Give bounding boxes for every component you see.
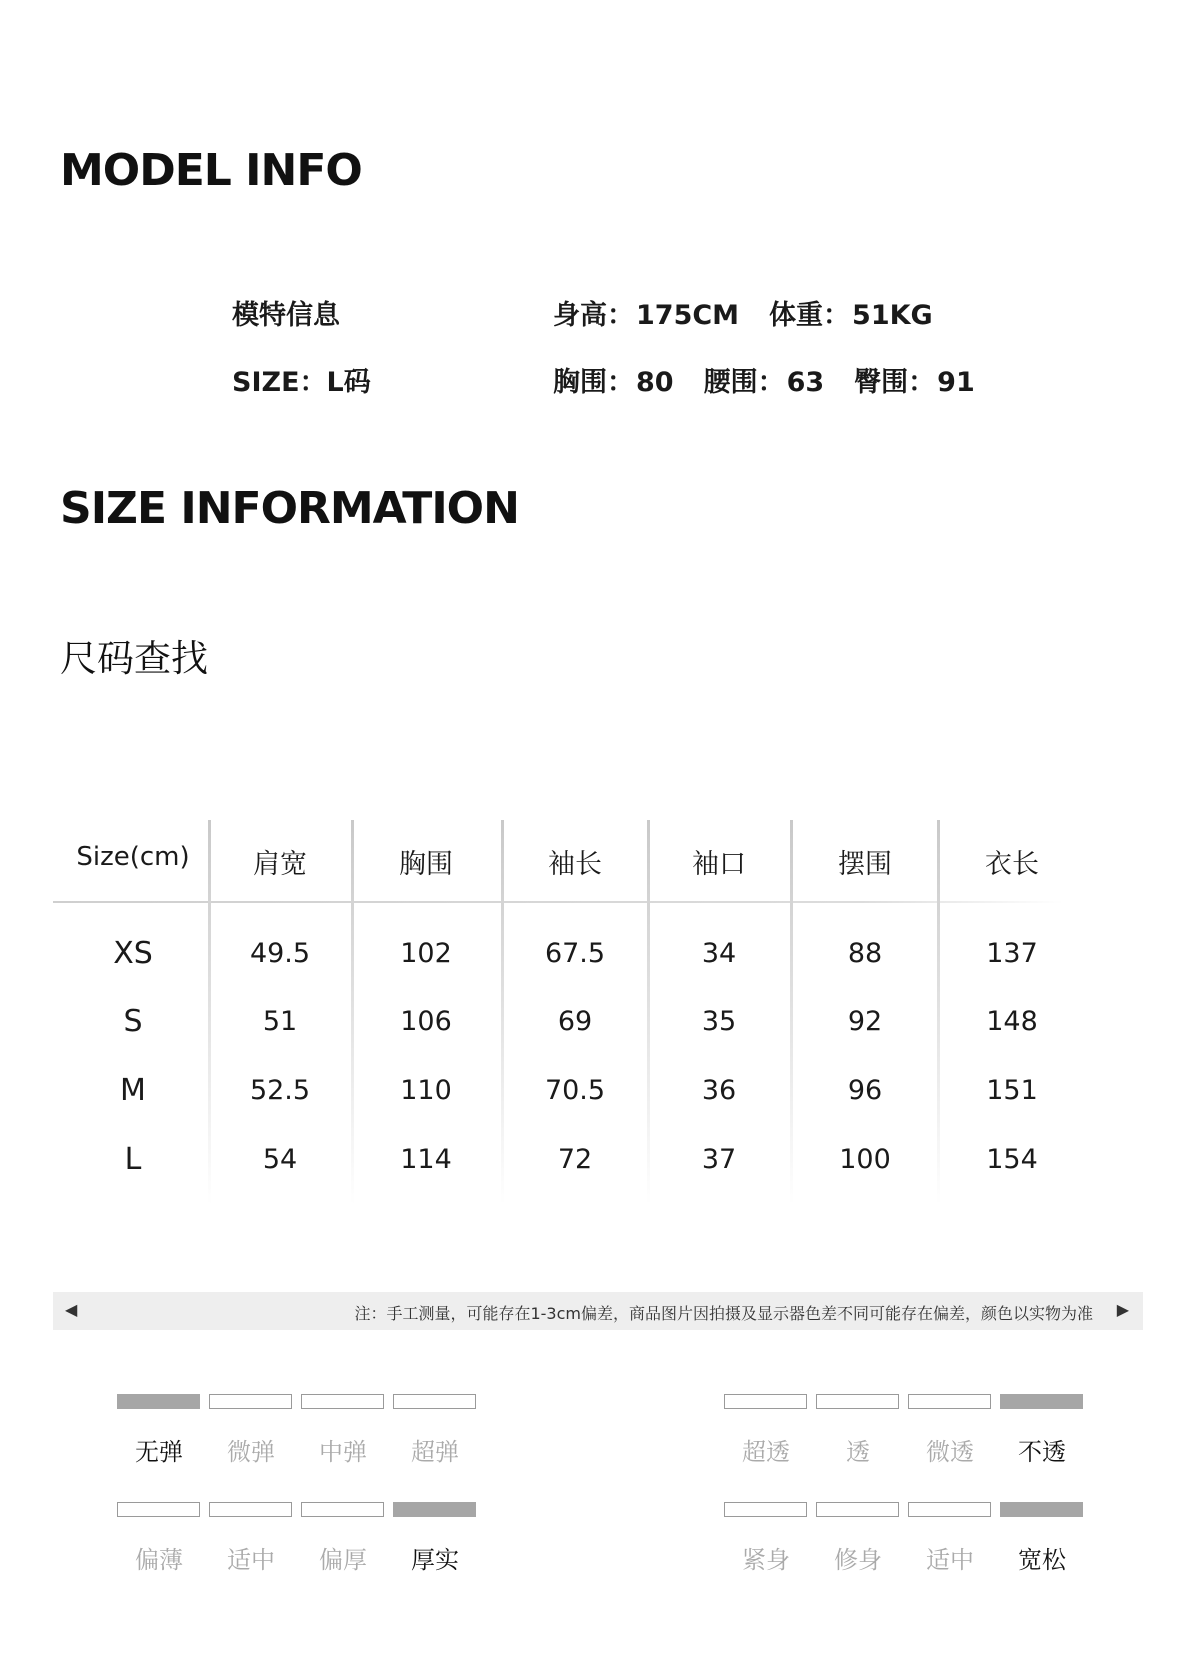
scale-option-label: 不透 [1018,1438,1066,1466]
table-cell: 100 [839,1144,891,1175]
scale-option-label: 超弹 [411,1438,459,1466]
height-label: 身高： [553,300,634,331]
table-cell: 35 [701,1006,737,1037]
notice-bar [53,1292,1143,1330]
table-cell: 88 [847,938,883,969]
scale-option-label: 紧身 [742,1546,790,1574]
size-finder-subtitle: 尺码查找 [60,637,208,680]
table-header-cell: 胸围 [399,849,453,880]
scale-bar [209,1502,292,1517]
left-arrow-icon[interactable]: ◀ [65,1300,78,1319]
size-information-title: SIZE INFORMATION [60,483,519,534]
scale-option-label: 厚实 [411,1546,459,1574]
table-header-cell: 摆围 [838,849,892,880]
model-info-title: MODEL INFO [60,145,362,196]
table-header-cell: 袖长 [548,849,602,880]
waist-label: 腰围： [703,367,785,398]
table-cell: 54 [262,1144,298,1175]
scale-option-label: 修身 [834,1546,882,1574]
model-size: SIZE：L码 [232,367,371,398]
model-label: 模特信息 [232,300,340,331]
chest-value: 80 [636,367,674,398]
scale-bar [117,1502,200,1517]
model-height-weight [553,293,933,332]
size-label-cell: M [120,1073,146,1108]
table-cell: 72 [557,1144,593,1175]
scale-bar [1000,1394,1083,1409]
scale-option-label: 无弹 [135,1438,183,1466]
scale-option-label: 中弹 [319,1438,367,1466]
table-cell: 154 [986,1144,1038,1175]
scale-bar [393,1394,476,1409]
table-header-cell: 肩宽 [253,849,307,880]
hip-value: 91 [937,367,975,398]
scale-option-label: 适中 [926,1546,974,1574]
scale-option-label: 透 [846,1438,870,1466]
size-label-cell: S [123,1004,143,1039]
notice-text: 注：手工测量，可能存在1-3cm偏差，商品图片因拍摄及显示器色差不同可能存在偏差，颜色以实物为准 [354,1304,1093,1323]
scale-option-label: 微透 [926,1438,974,1466]
waist-value: 63 [786,367,825,398]
model-measurements [553,360,975,399]
header-divider [53,901,1063,903]
table-cell: 37 [701,1144,737,1175]
table-cell: 148 [986,1006,1038,1037]
right-arrow-icon[interactable]: ▶ [1116,1300,1129,1319]
scale-bar [301,1502,384,1517]
table-cell: 69 [557,1006,593,1037]
table-cell: 36 [701,1075,737,1106]
weight-value: 51KG [852,300,933,331]
table-cell: 34 [701,938,737,969]
scale-option-label: 微弹 [227,1438,275,1466]
weight-label: 体重： [769,300,851,331]
scale-bar [908,1394,991,1409]
table-header-cell: 袖口 [692,849,746,880]
table-cell: 106 [400,1006,452,1037]
size-label-cell: L [124,1142,142,1177]
column-separator [790,820,793,1205]
scale-bar [816,1502,899,1517]
scale-bar [117,1394,200,1409]
scale-bar [908,1502,991,1517]
table-cell: 92 [847,1006,883,1037]
hip-label: 臀围： [854,367,936,398]
column-separator [937,820,940,1205]
table-cell: 96 [847,1075,883,1106]
scale-option-label: 适中 [227,1546,275,1574]
table-cell: 67.5 [544,938,606,969]
table-header-cell: Size(cm) [76,842,190,872]
scale-bar [816,1394,899,1409]
table-cell: 114 [400,1144,452,1175]
size-table [53,820,1083,1205]
table-cell: 110 [400,1075,452,1106]
scale-bar [393,1502,476,1517]
scale-option-label: 超透 [742,1438,790,1466]
table-cell: 102 [400,938,452,969]
table-cell: 51 [262,1006,298,1037]
table-cell: 52.5 [249,1075,311,1106]
scale-bar [209,1394,292,1409]
scale-bar [724,1394,807,1409]
scale-bar [301,1394,384,1409]
scale-option-label: 偏厚 [319,1546,367,1574]
table-header-cell: 衣长 [985,849,1039,880]
column-separator [351,820,354,1205]
scale-bar [724,1502,807,1517]
scale-option-label: 宽松 [1018,1546,1066,1574]
table-cell: 151 [986,1075,1038,1106]
table-cell: 70.5 [544,1075,606,1106]
size-label-cell: XS [113,936,153,971]
scale-option-label: 偏薄 [135,1546,183,1574]
table-cell: 137 [986,938,1038,969]
table-cell: 49.5 [249,938,311,969]
height-value: 175CM [636,300,740,331]
scale-bar [1000,1502,1083,1517]
chest-label: 胸围： [553,367,634,398]
column-separator [501,820,504,1205]
